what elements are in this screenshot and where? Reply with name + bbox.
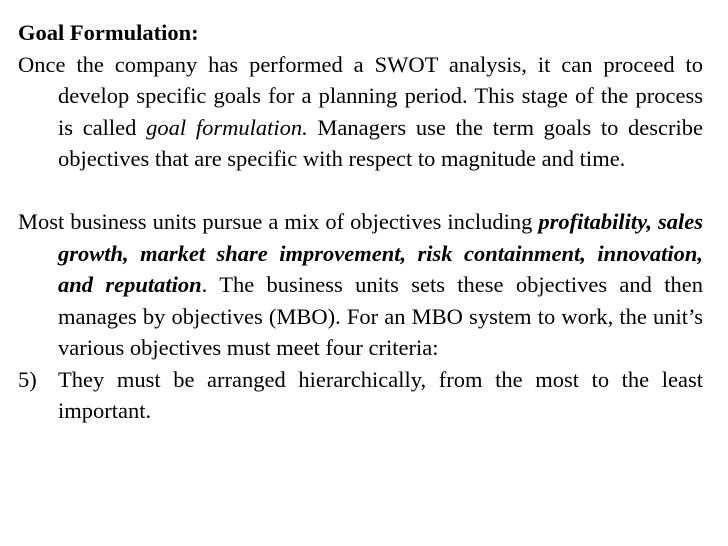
list-item-text: They must be arranged hierarchically, from the most to the least important. xyxy=(58,366,703,423)
list-item-number: 5) xyxy=(18,366,37,392)
objectives-rest: . The business units sets these objectives and then manages by objectives (MBO). For an MBO system to work, the unit’s various objectives must meet four criteria: xyxy=(58,272,704,360)
objectives-intro: Most business units pursue a mix of objectives including xyxy=(18,209,539,234)
paragraph-spacer xyxy=(18,175,703,207)
objectives-list-emphasis: profitability, sales growth, market share improvement, risk containment, innovation, and reputation xyxy=(58,209,703,297)
list-item xyxy=(18,364,703,427)
section-heading: Goal Formulation: xyxy=(18,20,199,45)
paragraph-text-continued: Managers use the term goals to describe objectives that are specific with respect to magnitude and time. xyxy=(58,114,703,171)
objectives-paragraph xyxy=(18,206,703,364)
slide-content xyxy=(18,17,703,427)
goal-formulation-paragraph xyxy=(18,49,703,175)
italic-term: goal formulation. xyxy=(146,114,308,140)
paragraph-text: Once the company has performed a SWOT analysis, it can proceed to develop specific goals for a planning period. This stage of the process is called xyxy=(18,51,703,140)
